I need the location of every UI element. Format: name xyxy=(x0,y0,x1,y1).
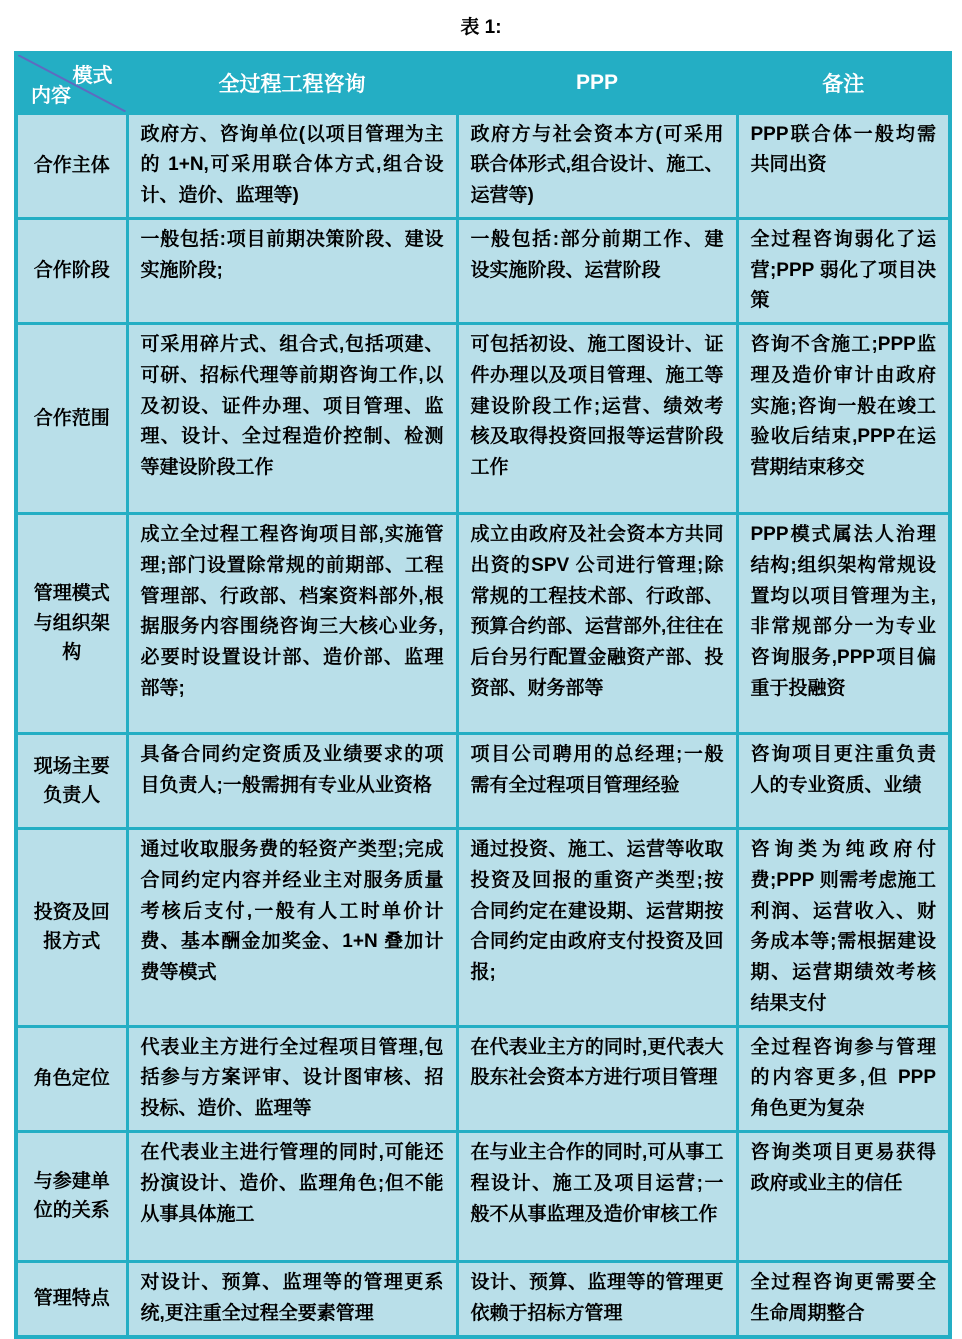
comparison-table xyxy=(14,51,952,1339)
cell-consulting: 成立全过程工程咨询项目部,实施管理;部门设置除常规的前期部、工程管理部、行政部、档案资料部外,根据服务内容围绕咨询三大核心业务,必要时设置设计部、造价部、监理部等; xyxy=(127,514,457,734)
cell-note: PPP模式属法人治理结构;组织架构常规设置均以项目管理为主,非常规部分一为专业咨询服务,PPP项目偏重于投融资 xyxy=(737,514,950,734)
row-label: 管理特点 xyxy=(16,1261,127,1336)
corner-label-content: 内容 xyxy=(31,84,71,107)
table-row xyxy=(16,1131,950,1261)
row-label: 角色定位 xyxy=(16,1026,127,1131)
cell-ppp: 项目公司聘用的总经理;一般需有全过程项目管理经验 xyxy=(457,734,737,829)
cell-consulting: 一般包括:项目前期决策阶段、建设实施阶段; xyxy=(127,218,457,323)
column-header-ppp: PPP xyxy=(457,53,737,113)
cell-consulting: 具备合同约定资质及业绩要求的项目负责人;一般需拥有专业从业资格 xyxy=(127,734,457,829)
cell-note: 咨询类项目更易获得政府或业主的信任 xyxy=(737,1131,950,1261)
corner-header-cell xyxy=(16,53,127,113)
header-row xyxy=(16,53,950,113)
table-row xyxy=(16,1261,950,1336)
table-row xyxy=(16,1026,950,1131)
cell-ppp: 一般包括:部分前期工作、建设实施阶段、运营阶段 xyxy=(457,218,737,323)
table-row xyxy=(16,734,950,829)
table-row xyxy=(16,218,950,323)
cell-ppp: 在与业主合作的同时,可从事工程设计、施工及项目运营;一般不从事监理及造价审核工作 xyxy=(457,1131,737,1261)
row-label: 与参建单位的关系 xyxy=(16,1131,127,1261)
cell-ppp: 政府方与社会资本方(可采用联合体形式,组合设计、施工、运营等) xyxy=(457,113,737,218)
row-label: 合作范围 xyxy=(16,324,127,514)
table-row xyxy=(16,514,950,734)
cell-consulting: 对设计、预算、监理等的管理更系统,更注重全过程全要素管理 xyxy=(127,1261,457,1336)
corner-label-mode: 模式 xyxy=(72,65,113,87)
cell-ppp: 在代表业主方的同时,更代表大股东社会资本方进行项目管理 xyxy=(457,1026,737,1131)
cell-consulting: 在代表业主进行管理的同时,可能还扮演设计、造价、监理角色;但不能从事具体施工 xyxy=(127,1131,457,1261)
cell-note: PPP联合体一般均需共同出资 xyxy=(737,113,950,218)
cell-consulting: 政府方、咨询单位(以项目管理为主的 1+N,可采用联合体方式,组合设计、造价、监理等) xyxy=(127,113,457,218)
table-row xyxy=(16,324,950,514)
table-row xyxy=(16,829,950,1027)
table-row xyxy=(16,113,950,218)
table-caption: 表 1: xyxy=(460,17,502,38)
cell-ppp: 成立由政府及社会资本方共同出资的SPV 公司进行管理;除常规的工程技术部、行政部、预算合约部、运营部外,往往在后台另行配置金融资产部、投资部、财务部等 xyxy=(457,514,737,734)
cell-note: 咨询不含施工;PPP监理及造价审计由政府实施;咨询一般在竣工验收后结束,PPP在运营期结束移交 xyxy=(737,324,950,514)
cell-note: 全过程咨询参与管理的内容更多,但 PPP 角色更为复杂 xyxy=(737,1026,950,1131)
row-label: 管理模式与组织架构 xyxy=(16,514,127,734)
row-label: 投资及回报方式 xyxy=(16,829,127,1027)
cell-consulting: 通过收取服务费的轻资产类型;完成合同约定内容并经业主对服务质量考核后支付,一般有人工时单价计费、基本酬金加奖金、1+N 叠加计费等模式 xyxy=(127,829,457,1027)
cell-note: 咨询项目更注重负责人的专业资质、业绩 xyxy=(737,734,950,829)
cell-consulting: 代表业主方进行全过程项目管理,包括参与方案评审、设计图审核、招投标、造价、监理等 xyxy=(127,1026,457,1131)
cell-ppp: 设计、预算、监理等的管理更依赖于招标方管理 xyxy=(457,1261,737,1336)
column-header-consulting: 全过程工程咨询 xyxy=(127,53,457,113)
cell-note: 全过程咨询更需要全生命周期整合 xyxy=(737,1261,950,1336)
cell-note: 咨询类为纯政府付费;PPP 则需考虑施工利润、运营收入、财务成本等;需根据建设期、运营期绩效考核结果支付 xyxy=(737,829,950,1027)
row-label: 合作主体 xyxy=(16,113,127,218)
cell-consulting: 可采用碎片式、组合式,包括项建、可研、招标代理等前期咨询工作,以及初设、证件办理、项目管理、监理、设计、全过程造价控制、检测等建设阶段工作 xyxy=(127,324,457,514)
cell-note: 全过程咨询弱化了运营;PPP 弱化了项目决策 xyxy=(737,218,950,323)
row-label: 合作阶段 xyxy=(16,218,127,323)
column-header-notes: 备注 xyxy=(737,53,950,113)
cell-ppp: 通过投资、施工、运营等收取投资及回报的重资产类型;按合同约定在建设期、运营期按合同约定由政府支付投资及回报; xyxy=(457,829,737,1027)
row-label: 现场主要负责人 xyxy=(16,734,127,829)
cell-ppp: 可包括初设、施工图设计、证件办理以及项目管理、施工等建设阶段工作;运营、绩效考核及取得投资回报等运营阶段工作 xyxy=(457,324,737,514)
